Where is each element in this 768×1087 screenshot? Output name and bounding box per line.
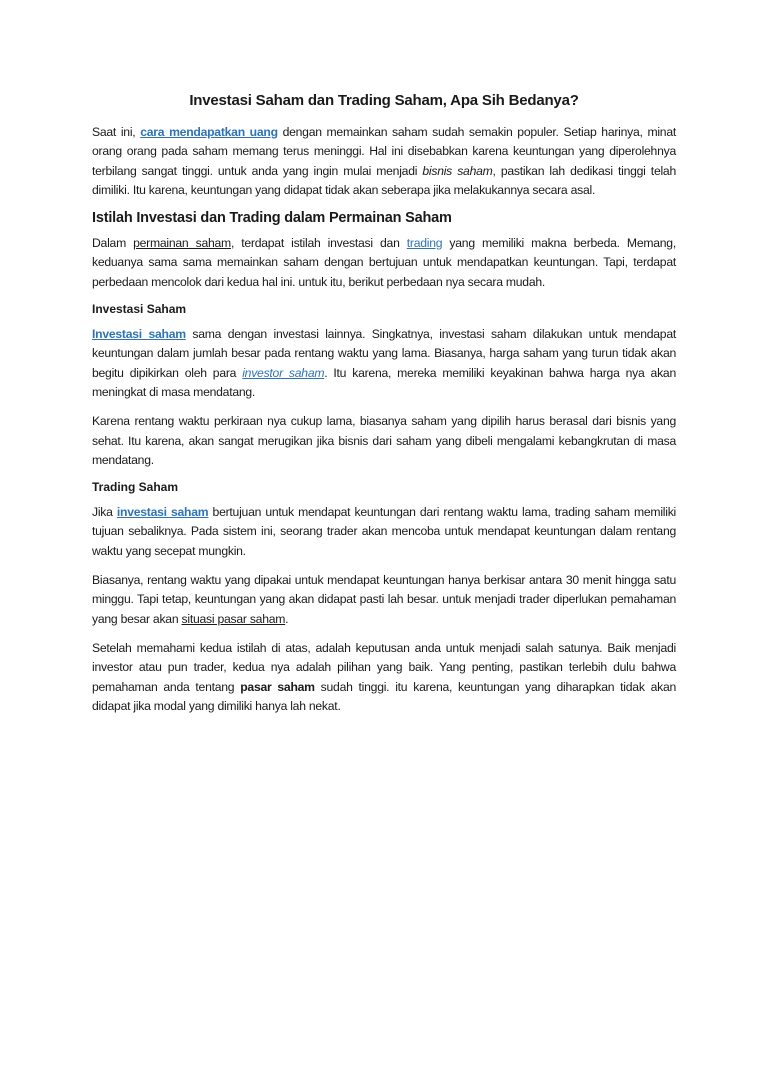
bold-text: pasar saham <box>240 679 315 694</box>
text: , terdapat istilah investasi dan <box>230 236 407 251</box>
section-heading: Istilah Investasi dan Trading dalam Permainan Saham <box>92 210 452 227</box>
text: Jika <box>92 505 117 520</box>
text: Dalam <box>92 236 134 251</box>
link-investor-saham[interactable]: investor saham <box>242 365 325 380</box>
subheading-trading-saham: Trading Saham <box>92 480 179 495</box>
text: , pastikan lah dedikasi tinggi telah dimiliki. Itu karena, keuntungan yang didapat tidak akan seberapa jika melakukannya secara asal. <box>92 163 676 197</box>
link-investasi-saham-2[interactable]: investasi saham <box>116 505 209 520</box>
paragraph <box>92 571 676 629</box>
text: Biasanya, rentang waktu yang dipakai untuk mendapat keuntungan hanya berkisar antara 30 menit hingga satu minggu. Tapi tetap, keuntungan yang akan didapat pasti lah besar. untuk menjadi trader diperlukan pemahaman yang besar akan <box>92 573 676 626</box>
text: Saat ini, <box>92 125 141 139</box>
document-page <box>92 92 676 726</box>
subheading-investasi-saham: Investasi Saham <box>92 302 187 317</box>
italic-text: bisnis saham <box>422 163 493 178</box>
intro-paragraph <box>92 123 676 200</box>
link-situasi-pasar-saham[interactable]: situasi pasar saham <box>181 611 286 626</box>
link-investasi-saham[interactable]: Investasi saham <box>92 327 186 342</box>
text: sama dengan investasi lainnya. Singkatnya, investasi saham dilakukan untuk mendapat keuntungan dalam jumlah besar pada rentang waktu yang lama. Biasanya, harga saham yang turun tidak akan begitu dipikirkan oleh para <box>92 327 676 380</box>
text: . Itu karena, mereka memiliki keyakinan bahwa harga nya akan meningkat di masa mendatang. <box>92 365 676 399</box>
text: Setelah memahami kedua istilah di atas, adalah keputusan anda untuk menjadi salah satunya. Baik menjadi investor atau pun trader, kedua nya adalah pilihan yang baik. Yang penting, pastikan terlebih dulu bahwa pemahaman anda tentang <box>92 640 676 694</box>
text: yang memiliki makna berbeda. Memang, keduanya sama sama memainkan saham dengan bertujuan untuk mendapatkan keuntungan. Tapi, terdapat perbedaan mencolok dari kedua hal ini. untuk itu, berikut perbedaan nya secara mudah. <box>92 236 676 289</box>
paragraph <box>92 503 676 561</box>
document-title: Investasi Saham dan Trading Saham, Apa Sih Bedanya? <box>189 92 579 109</box>
text: dengan memainkan saham sudah semakin populer. Setiap harinya, minat orang orang pada saham memang terus meninggi. Hal ini disebabkan karena keuntungan yang diperolehnya terbilang sangat tinggi. untuk anda yang ingin mulai menjadi <box>92 125 676 178</box>
paragraph <box>92 325 676 402</box>
text: bertujuan untuk mendapat keuntungan dari rentang waktu lama, trading saham memiliki tujuan sebaliknya. Pada sistem ini, seorang trader akan mencoba untuk mendapat keuntungan dalam rentang waktu yang secepat mungkin. <box>92 505 676 558</box>
text: sudah tinggi. itu karena, keuntungan yang diharapkan tidak akan didapat jika modal yang dimiliki hanya lah nekat. <box>92 679 676 713</box>
link-cara-mendapatkan-uang[interactable]: cara mendapatkan uang <box>140 125 278 139</box>
link-permainan-saham[interactable]: permainan saham <box>133 236 231 251</box>
paragraph <box>92 639 676 716</box>
link-trading[interactable]: trading <box>406 236 443 251</box>
paragraph: Karena rentang waktu perkiraan nya cukup lama, biasanya saham yang dipilih harus berasal dari bisnis yang sehat. Itu karena, akan sangat merugikan jika bisnis dari saham yang dibeli mengalami kebangkrutan di masa mendatang. <box>92 414 676 467</box>
text: . <box>285 611 289 626</box>
paragraph <box>92 234 676 292</box>
